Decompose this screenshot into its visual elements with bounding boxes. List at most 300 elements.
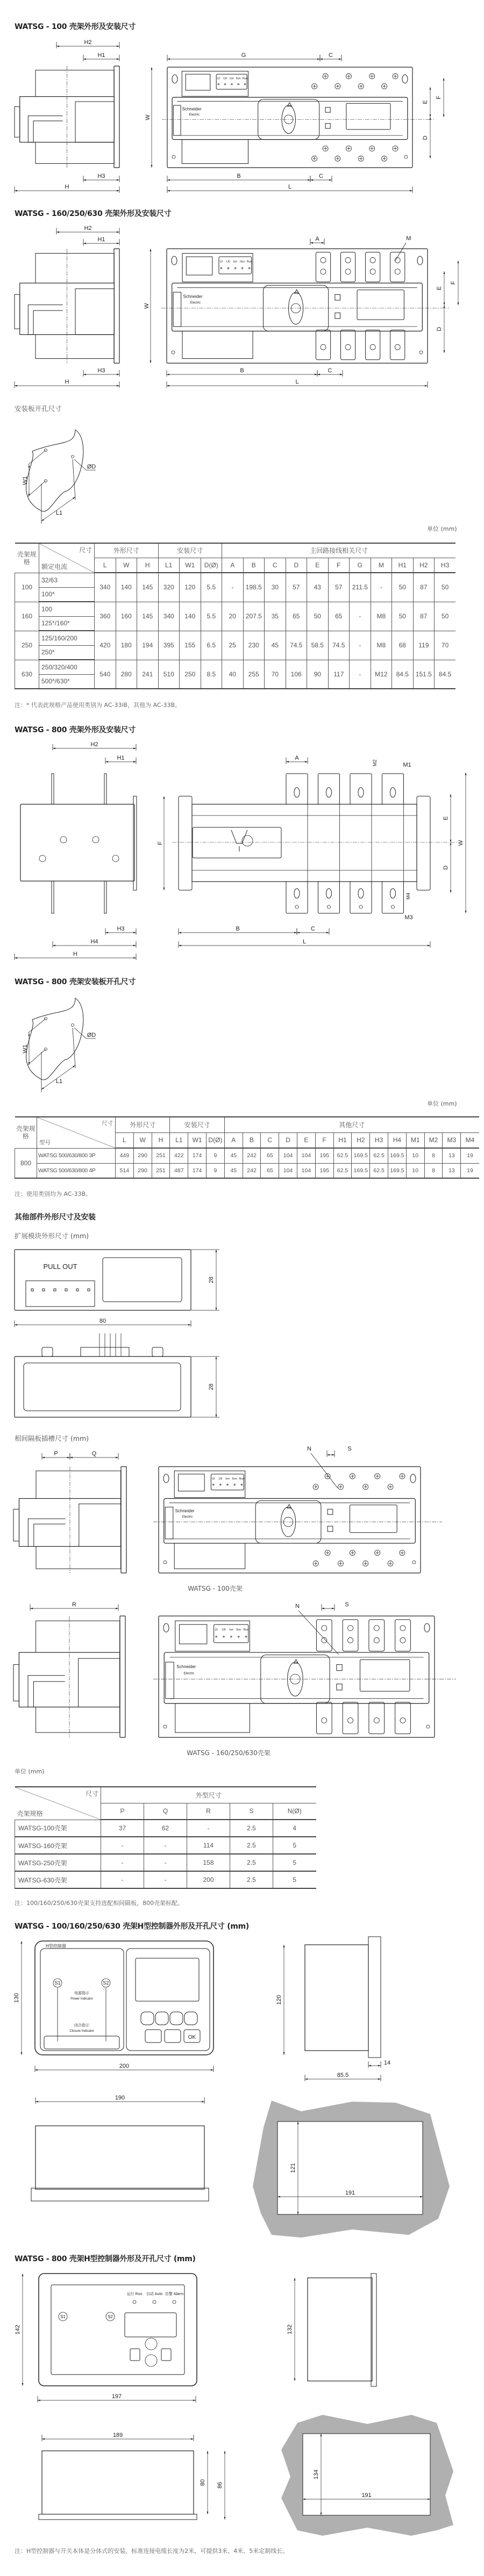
dimension-label: 80 xyxy=(200,2479,206,2486)
value-cell: 87 xyxy=(413,602,435,631)
line xyxy=(73,459,75,500)
frame-cell: WATSG-630壳架 xyxy=(15,1871,101,1888)
dimension-label: F xyxy=(436,96,442,99)
value-cell: 57 xyxy=(286,573,307,602)
indicator-label: UI xyxy=(217,77,220,81)
controller-800-bottom xyxy=(42,2451,194,2514)
value-cell: - xyxy=(101,1871,144,1888)
dimension-label: 189 xyxy=(112,2432,123,2438)
line xyxy=(28,450,46,465)
line xyxy=(73,1028,75,1068)
value-cell: 250 xyxy=(180,660,201,689)
value-cell: M8 xyxy=(371,602,392,631)
value-cell: 487 xyxy=(170,1163,188,1178)
dimension-label: ØD xyxy=(87,1032,96,1038)
column-header: H2 xyxy=(352,1132,370,1148)
value-cell: 155 xyxy=(180,631,201,660)
value-cell: 106 xyxy=(286,660,307,689)
line xyxy=(28,1019,46,1033)
column-header: D xyxy=(279,1132,297,1148)
corner-cell xyxy=(15,1787,101,1820)
side-body-800 xyxy=(20,804,134,881)
value-cell: 194 xyxy=(137,631,159,660)
dimension-label: G xyxy=(241,52,246,59)
value-cell: 360 xyxy=(95,602,116,631)
current-cell: 100 xyxy=(39,602,95,616)
value-cell: 25 xyxy=(222,631,244,660)
value-cell: 65 xyxy=(261,1163,279,1178)
value-cell: 84.5 xyxy=(435,660,456,689)
table-row xyxy=(15,1148,479,1163)
dimension-label: L xyxy=(295,379,299,385)
current-cell: 500*/630* xyxy=(39,674,95,689)
corner-header: 壳架规格 xyxy=(17,1809,43,1817)
frame-cell: WATSG-250壳架 xyxy=(15,1854,101,1871)
left-rail xyxy=(179,796,192,890)
corner-header: 尺寸 xyxy=(102,1120,113,1127)
dimension-label: 28 xyxy=(208,1276,215,1283)
indicator-label: Run xyxy=(243,1628,249,1632)
value-cell: - xyxy=(101,1837,144,1854)
dimension-label: H3 xyxy=(117,926,125,932)
value-cell: M8 xyxy=(371,631,392,660)
dimension-label: M1 xyxy=(403,762,411,768)
side-knob xyxy=(13,1509,19,1541)
table-row xyxy=(15,660,456,674)
dimension-label: 121 xyxy=(290,2163,296,2173)
value-cell: 20 xyxy=(222,602,244,631)
table-row xyxy=(15,1163,479,1178)
value-cell: 140 xyxy=(116,573,137,602)
value-cell: 2.5 xyxy=(230,1871,273,1888)
dimension-label: D xyxy=(422,135,429,140)
table-row xyxy=(15,631,456,645)
dimension-label: R xyxy=(72,1601,76,1608)
value-cell: 70 xyxy=(435,631,456,660)
led-label: 自动 Auto xyxy=(146,2292,163,2296)
value-cell: 40 xyxy=(222,660,244,689)
dimension-label: H xyxy=(73,951,77,957)
value-cell: 50 xyxy=(307,602,329,631)
column-header: H4 xyxy=(388,1132,407,1148)
value-cell: 169.5 xyxy=(352,1148,370,1163)
slot-hole xyxy=(294,889,300,898)
dimension-label: C xyxy=(328,367,332,374)
pull-out-label: PULL OUT xyxy=(43,1262,77,1271)
column-header: B xyxy=(243,1132,261,1148)
spacer-table xyxy=(15,1786,316,1889)
line xyxy=(28,1049,46,1065)
value-cell: 50 xyxy=(392,602,414,631)
value-cell: - xyxy=(187,1820,230,1837)
indicator-label: IIon xyxy=(240,260,245,264)
value-cell: 104 xyxy=(279,1163,297,1178)
value-cell: 320 xyxy=(158,573,180,602)
caption-100: WATSG - 100壳架 xyxy=(188,1585,243,1592)
section-title-100: WATSG - 100 壳架外形及安装尺寸 xyxy=(15,23,136,31)
column-header: P xyxy=(101,1803,144,1820)
dimension-label: P xyxy=(54,1451,58,1457)
dimension-label: C xyxy=(311,926,315,932)
value-cell: 62.5 xyxy=(333,1148,352,1163)
unit-label: 单位 (mm) xyxy=(427,525,457,532)
section-title-160-630: WATSG - 160/250/630 壳架外形及安装尺寸 xyxy=(15,210,172,218)
indicator-label: UI xyxy=(212,1477,215,1481)
dimension-label: 120 xyxy=(276,1995,282,2005)
indicator-label: Ion xyxy=(230,77,234,81)
value-cell: 19 xyxy=(461,1163,479,1178)
value-cell: 50 xyxy=(435,573,456,602)
value-cell: 120 xyxy=(180,573,201,602)
dimension-label: 130 xyxy=(13,1993,20,2003)
dimension-label: W xyxy=(458,840,464,846)
mount-hole-title: 安装板开孔尺寸 xyxy=(15,405,62,413)
column-header: B xyxy=(243,558,265,573)
group-header: 外型尺寸 xyxy=(101,1787,316,1803)
dimension-label: 142 xyxy=(15,2325,21,2335)
value-cell: 340 xyxy=(95,573,116,602)
busbar-stub xyxy=(52,774,54,804)
dimension-label: W xyxy=(145,114,151,120)
busbar-stub xyxy=(104,774,106,804)
dimension-label: M xyxy=(406,235,411,242)
value-cell: 19 xyxy=(461,1148,479,1163)
value-cell: 198.5 xyxy=(243,573,265,602)
dimension-label: E xyxy=(443,816,449,820)
value-cell: 195 xyxy=(315,1163,333,1178)
dimension-label: S xyxy=(345,1601,349,1608)
group-header: 安装尺寸 xyxy=(170,1117,224,1132)
dimension-label: H2 xyxy=(90,741,98,748)
value-cell: 74.5 xyxy=(328,631,350,660)
column-header: C xyxy=(265,558,286,573)
panel-title: H型控制器 xyxy=(46,1944,66,1949)
table-row xyxy=(15,1837,316,1854)
flange xyxy=(114,66,119,168)
dimension-label: L xyxy=(288,184,292,190)
table-row xyxy=(15,573,456,587)
column-header: M xyxy=(371,558,392,573)
value-cell: 151.5 xyxy=(413,660,435,689)
panel-cutout xyxy=(277,2122,423,2214)
caption-160-630: WATSG - 160/250/630壳架 xyxy=(187,1749,271,1757)
value-cell: 114 xyxy=(187,1837,230,1854)
indicator-label: Run xyxy=(242,77,248,81)
value-cell: 514 xyxy=(116,1163,134,1178)
value-cell: 241 xyxy=(137,660,159,689)
column-header: M4 xyxy=(461,1132,479,1148)
dimension-label: M4 xyxy=(405,892,411,900)
column-header: L xyxy=(95,558,116,573)
value-cell: M12 xyxy=(371,660,392,689)
right-rail xyxy=(417,796,430,890)
column-header: M3 xyxy=(443,1132,461,1148)
value-cell: 174 xyxy=(188,1163,207,1178)
table-row xyxy=(15,1854,316,1871)
indicator-label: UII xyxy=(218,1477,223,1481)
brand-logo: Electric xyxy=(183,1672,195,1676)
indicator-label: IIon xyxy=(236,77,241,81)
dimension-line xyxy=(41,1065,75,1089)
flange xyxy=(121,1467,126,1573)
clip xyxy=(152,1347,163,1356)
value-cell: 104 xyxy=(297,1163,316,1178)
hole xyxy=(328,905,331,908)
dimension-label: 134 xyxy=(313,2469,319,2480)
dimension-label: 86 xyxy=(217,2481,223,2489)
hole xyxy=(359,905,362,908)
dimension-label: H1 xyxy=(97,236,105,243)
current-cell: 32/63 xyxy=(39,573,95,587)
value-cell: 104 xyxy=(279,1148,297,1163)
value-cell: 169.5 xyxy=(388,1163,407,1178)
table1-note: 注：* 代表此规格产品使用类别为 AC-33iB，其他为 AC-33B。 xyxy=(15,702,181,709)
indicator-label: UII xyxy=(226,260,230,264)
value-cell: 13 xyxy=(443,1148,461,1163)
table3-note: 注：100/160/250/630壳架支持选配相间隔板，800壳架标配。 xyxy=(15,1900,184,1907)
value-cell: 540 xyxy=(95,660,116,689)
value-cell: 169.5 xyxy=(388,1148,407,1163)
clip xyxy=(42,1347,53,1356)
dimension-label: D xyxy=(436,327,443,331)
current-cell: 125/160/200 xyxy=(39,631,95,645)
value-cell: 242 xyxy=(243,1148,261,1163)
value-cell: - xyxy=(101,1854,144,1871)
dimension-label: 80 xyxy=(99,1318,106,1324)
column-header: H1 xyxy=(392,558,414,573)
dimension-label: H xyxy=(65,379,69,385)
corner-header: 尺寸 xyxy=(79,546,92,554)
value-cell: 255 xyxy=(243,660,265,689)
group-header: 主回路接线相关尺寸 xyxy=(222,543,456,558)
value-cell: 510 xyxy=(158,660,180,689)
brand-logo: Schneider xyxy=(182,106,202,112)
power-label: 电源指示 xyxy=(74,1991,89,1995)
value-cell: 57 xyxy=(328,573,350,602)
controller-side xyxy=(305,1945,368,2051)
dimension-label: H xyxy=(65,184,69,190)
closure-label: Closure Indicator xyxy=(69,2030,94,2033)
value-cell: - xyxy=(222,573,244,602)
hole xyxy=(72,1024,74,1027)
dimension-label: M2 xyxy=(372,759,378,767)
section-title-800-mount: WATSG - 800 壳架安装板开孔尺寸 xyxy=(15,978,136,986)
dimension-label: M3 xyxy=(404,914,413,921)
value-cell: 10 xyxy=(406,1148,424,1163)
indicator-label: UII xyxy=(223,77,227,81)
value-cell: - xyxy=(371,573,392,602)
value-cell: 449 xyxy=(116,1148,134,1163)
group-header: 外形尺寸 xyxy=(116,1117,170,1132)
dimension-label: F xyxy=(450,281,457,285)
value-cell: - xyxy=(350,602,371,631)
value-cell: 45 xyxy=(224,1163,243,1178)
value-cell: 10 xyxy=(406,1163,424,1178)
dimension-label: A xyxy=(315,236,319,242)
dimension-label: H2 xyxy=(84,225,92,232)
ok-button-label: OK xyxy=(188,2034,196,2040)
dimension-label: W xyxy=(144,303,150,309)
s1-label: S1 xyxy=(54,1980,61,1986)
value-cell: 37 xyxy=(101,1820,144,1837)
table-row xyxy=(15,602,456,616)
s2-label: S2 xyxy=(103,1980,109,1986)
dimension-label: N xyxy=(295,1603,300,1610)
section-title-800: WATSG - 800 壳架外形及安装尺寸 xyxy=(15,726,136,734)
frame-cell: 100 xyxy=(15,573,39,602)
dimension-label: 14 xyxy=(383,2060,391,2066)
value-cell: 251 xyxy=(152,1148,170,1163)
controller-flange xyxy=(368,1937,381,2058)
value-cell: 195 xyxy=(315,1148,333,1163)
dimension-label: 200 xyxy=(119,2063,130,2069)
current-cell: 125*/160* xyxy=(39,616,95,631)
dimension-label: E xyxy=(422,100,429,104)
dimension-label: H2 xyxy=(84,39,92,46)
corner-header: 额定电流 xyxy=(41,562,68,571)
dimension-label: S xyxy=(347,1446,352,1452)
dimension-label: W1 xyxy=(22,1044,29,1054)
dimension-label: 191 xyxy=(361,2492,372,2499)
value-cell: 45 xyxy=(265,631,286,660)
value-cell: 35 xyxy=(265,602,286,631)
hole xyxy=(72,456,74,458)
controller-base xyxy=(39,2514,197,2520)
h-controller-800-title: WATSG - 800 壳架H型控制器外形及开孔尺寸 (mm) xyxy=(15,2255,196,2263)
column-header: W1 xyxy=(188,1132,207,1148)
column-header: C xyxy=(261,1132,279,1148)
model-cell: WATSG 500/630/800 4P xyxy=(37,1163,116,1178)
value-cell: 8.5 xyxy=(201,660,222,689)
value-cell: 140 xyxy=(180,602,201,631)
frame-header: 壳架规格 xyxy=(15,1117,37,1148)
controller-800-side xyxy=(308,2278,372,2381)
busbar-stub xyxy=(104,881,106,913)
dimension-label: N xyxy=(307,1446,311,1452)
side-knob xyxy=(13,1664,19,1701)
column-header: M2 xyxy=(424,1132,443,1148)
line xyxy=(28,481,46,496)
value-cell: 5 xyxy=(273,1854,316,1871)
corner-header: 型号 xyxy=(39,1139,51,1146)
value-cell: 8 xyxy=(424,1148,443,1163)
dimension-label: B xyxy=(240,367,244,374)
dimension-label: 191 xyxy=(345,2190,355,2196)
value-cell: 2.5 xyxy=(230,1854,273,1871)
column-header: W xyxy=(116,558,137,573)
value-cell: 207.5 xyxy=(243,602,265,631)
dimension-label: C xyxy=(319,173,323,179)
value-cell: 62.5 xyxy=(333,1163,352,1178)
column-header: H xyxy=(137,558,159,573)
group-header: 其他尺寸 xyxy=(224,1117,479,1132)
indicator-label: IIon xyxy=(236,1628,241,1632)
value-cell: 62 xyxy=(144,1820,187,1837)
indicator-label: Ion xyxy=(225,1477,230,1481)
column-header: W1 xyxy=(180,558,201,573)
indicator-label: UI xyxy=(219,260,223,264)
frame-cell: 250 xyxy=(15,631,39,660)
frame-header: 壳架规格 xyxy=(15,543,39,573)
busbar-terminal xyxy=(318,774,340,804)
value-cell: 422 xyxy=(170,1148,188,1163)
value-cell: 2.5 xyxy=(230,1837,273,1854)
dimensions-table-100-630 xyxy=(15,543,455,689)
busbar-terminal xyxy=(286,774,308,804)
column-header: H1 xyxy=(333,1132,352,1148)
column-header: D xyxy=(286,558,307,573)
dimension-label: H3 xyxy=(97,173,105,179)
dimension-label: C xyxy=(329,52,333,59)
value-cell: 62.5 xyxy=(370,1148,388,1163)
dimension-label: ØD xyxy=(87,464,96,470)
flange xyxy=(114,249,119,363)
indicator-label: UI xyxy=(215,1628,218,1632)
dimension-label: B xyxy=(236,926,240,932)
column-header: E xyxy=(307,558,329,573)
dimension-label: 85.5 xyxy=(337,2072,349,2079)
unit-label: 单位 (mm) xyxy=(427,1100,457,1107)
dimension-label: H1 xyxy=(117,755,125,761)
led-label: 告警 Alarm xyxy=(165,2292,184,2296)
column-header: H3 xyxy=(370,1132,388,1148)
value-cell: 9 xyxy=(207,1148,225,1163)
value-cell: 50 xyxy=(392,573,414,602)
final-note: 注：H型控制器与开关本体是分体式的安装，标准连接电缆长度为2米，可提供3米、4米、5米定制线长。 xyxy=(15,2548,289,2555)
value-cell: 50 xyxy=(435,602,456,631)
column-header: G xyxy=(350,558,371,573)
dimension-label: F xyxy=(157,841,163,845)
controller-bottom xyxy=(35,2126,204,2189)
busbar-terminal xyxy=(382,774,404,804)
column-header: F xyxy=(328,558,350,573)
s1-label: S1 xyxy=(60,2314,66,2319)
dimension-label: A xyxy=(295,755,299,761)
value-cell: 200 xyxy=(187,1871,230,1888)
dimension-label: 197 xyxy=(111,2393,122,2400)
unit-label: 单位 (mm) xyxy=(15,1768,45,1775)
value-cell: 145 xyxy=(137,602,159,631)
column-header: E xyxy=(297,1132,316,1148)
value-cell: 6.5 xyxy=(201,631,222,660)
value-cell: 290 xyxy=(133,1148,152,1163)
indicator-label: Run xyxy=(239,1477,245,1481)
power-label: Power Indicator xyxy=(70,1997,93,2001)
value-cell: - xyxy=(350,660,371,689)
value-cell: 5.5 xyxy=(201,602,222,631)
line xyxy=(74,459,86,470)
brand-logo: Electric xyxy=(189,113,200,117)
slot-hole xyxy=(326,788,332,797)
corner-cell xyxy=(37,1117,116,1148)
value-cell: - xyxy=(144,1871,187,1888)
column-header: H3 xyxy=(435,558,456,573)
value-cell: - xyxy=(350,631,371,660)
value-cell: - xyxy=(144,1854,187,1871)
model-cell: WATSG 500/630/800 3P xyxy=(37,1148,116,1163)
dimension-label: L xyxy=(302,939,307,945)
dimension-label: D xyxy=(443,865,449,870)
mounting-plate-outline xyxy=(26,430,83,511)
frame-cell: 630 xyxy=(15,660,39,689)
indicator-label: Ion xyxy=(229,1628,233,1632)
slot-hole xyxy=(390,788,396,797)
column-header: H2 xyxy=(413,558,435,573)
brand-logo: Electric xyxy=(182,1516,193,1519)
current-cell: 250* xyxy=(39,645,95,660)
slot-hole xyxy=(358,788,364,797)
busbar-terminal xyxy=(350,774,372,804)
